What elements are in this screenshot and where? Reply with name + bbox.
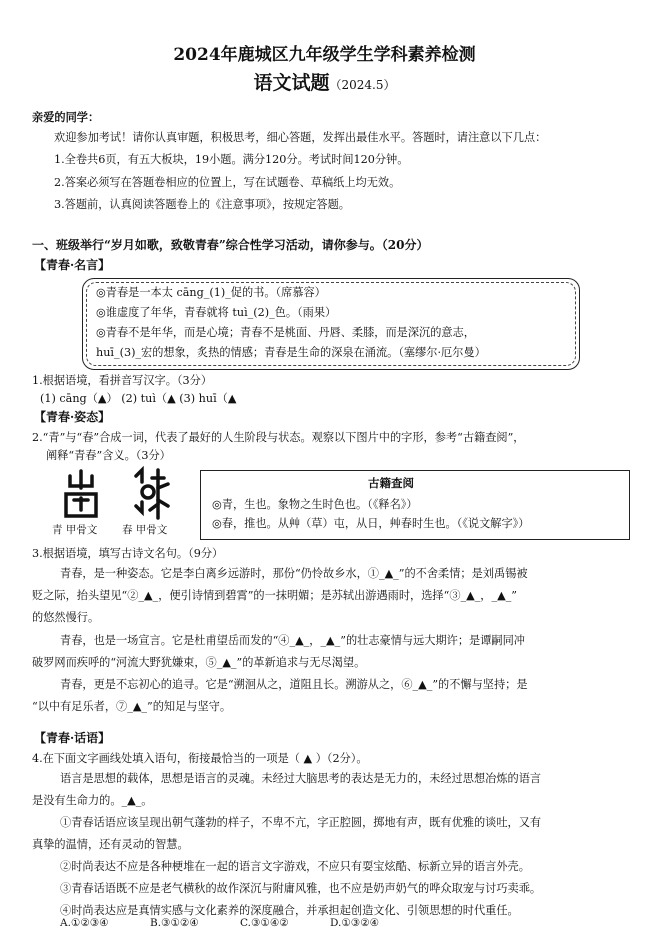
q3-line-5: 破罗网而疾呼的“河流大野犹嫌束，⑤_▲_”的革新追求与无尽渴望。 xyxy=(32,656,366,669)
q4-choice-d: D.①③②④ xyxy=(330,917,380,929)
quote-1: ◎青春是一本太 cāng_(1)_促的书。（席慕容） xyxy=(96,286,326,299)
q4-line-2: 是没有生命力的。_▲_。 xyxy=(32,794,153,807)
exam-subtitle xyxy=(0,68,649,95)
note-2: 2.答案必须写在答题卷相应的位置上，写在试题卷、草稿纸上均无效。 xyxy=(54,176,401,189)
section-quotes-heading: 【青春·名言】 xyxy=(34,258,111,272)
question-1: 1.根据语境，看拼音写汉字。（3分） xyxy=(32,374,213,387)
q4-choice-b: B.③①②④ xyxy=(150,917,199,929)
quote-4: huī_(3)_宏的想象，炙热的情感；青春是生命的深泉在涌流。（塞缪尔·厄尔曼） xyxy=(96,346,486,359)
q4-option-text-1a: ①青春话语应该呈现出朝气蓬勃的样子，不卑不亢，字正腔圆，掷地有声，既有优雅的谈吐，又有 xyxy=(60,816,542,829)
q4-option-text-3: ③青春话语既不应是老气横秋的故作深沉与附庸风雅，也不应是奶声奶气的哗众取宠与讨巧卖乖。 xyxy=(60,882,542,895)
section-posture-heading: 【青春·姿态】 xyxy=(34,410,111,424)
quote-3: ◎青春不是年华，而是心境；青春不是桃面、丹唇、柔膝，而是深沉的意志， xyxy=(96,326,475,339)
q4-choice-a: A.①②③④ xyxy=(60,917,109,929)
welcome-text: 欢迎参加考试！请你认真审题，积极思考，细心答题，发挥出最佳水平。答题时，请注意以下几点： xyxy=(54,131,547,144)
question-3: 3.根据语境，填写古诗文名句。（9分） xyxy=(32,547,224,560)
question-4: 4.在下面文字画线处填入语句，衔接最恰当的一项是（ ▲ ）（2分）。 xyxy=(32,752,368,765)
ancient-reference-2: ◎春，推也。从艸（草）屯，从日，艸春时生也。（《说文解字》） xyxy=(212,517,530,530)
q4-option-text-1b: 真挚的温情，还有灵动的智慧。 xyxy=(32,838,189,851)
ancient-reference-title: 古籍查阅 xyxy=(368,476,414,490)
q3-line-4: 青春，也是一场宣言。它是杜甫望岳而发的“④_▲_，_▲_”的壮志豪情与远大期许；是谭嗣同冲 xyxy=(60,634,525,647)
q4-choice-c: C.③①④② xyxy=(240,917,289,929)
q3-line-2: 贬之际，抬头望见“②_▲_，便引诗情到碧霄”的一抹明媚；是苏轼出游遇雨时，选择“③_▲_，_▲_” xyxy=(32,589,518,602)
qing-caption: 青 甲骨文 xyxy=(52,524,98,536)
chun-oracle-glyph xyxy=(128,466,174,522)
q3-line-1: 青春，是一种姿态。它是李白离乡远游时，那份“仍怜故乡水，①_▲_”的不舍柔情；是刘禹锡被 xyxy=(60,567,528,580)
qing-oracle-glyph xyxy=(58,468,104,520)
question-2-line-1: 2.“青”与“春”合成一词，代表了最好的人生阶段与状态。观察以下图片中的字形，参考“古籍查阅”， xyxy=(32,431,525,444)
exam-title: 2024年鹿城区九年级学生学科素养检测 xyxy=(173,45,476,65)
section-speech-heading: 【青春·话语】 xyxy=(34,731,111,745)
question-2-line-2: 阐释“青春”含义。（3分） xyxy=(46,449,171,462)
section-1-heading: 一、班级举行“岁月如歌，致敬青春”综合性学习活动，请你参与。（20分） xyxy=(32,238,429,252)
q4-line-1: 语言是思想的载体，思想是语言的灵魂。未经过大脑思考的表达是无力的，未经过思想冶炼的语言 xyxy=(60,772,542,785)
q3-line-3: 的悠然慢行。 xyxy=(32,611,100,624)
exam-date: （2024.5） xyxy=(329,78,396,92)
greeting: 亲爱的同学： xyxy=(32,110,100,124)
quote-2: ◎谁虚度了年华，青春就将 tuì_(2)_色。（雨果） xyxy=(96,306,337,319)
q3-line-7: “以中有足乐者，⑦_▲_”的知足与坚守。 xyxy=(32,700,232,713)
question-1-answers: (1) cāng（▲） (2) tuì（▲ (3) huī（▲ xyxy=(40,392,237,405)
chun-caption: 春 甲骨文 xyxy=(122,524,168,536)
note-3: 3.答题前，认真阅读答题卷上的《注意事项》，按规定答题。 xyxy=(54,198,350,211)
q3-line-6: 青春，更是不忘初心的追寻。它是“溯洄从之，道阻且长。溯游从之，⑥_▲_”的不懈与坚持；是 xyxy=(60,678,528,691)
subject-title: 语文试题 xyxy=(253,72,330,94)
ancient-reference-1: ◎青，生也。象物之生时色也。（《释名》） xyxy=(212,498,418,511)
q4-option-text-2: ②时尚表达不应是各种梗堆在一起的语言文字游戏，不应只有耍宝炫酷、标新立异的语言外壳。 xyxy=(60,860,530,873)
q4-option-text-4: ④时尚表达应是真情实感与文化素养的深度融合，并承担起创造文化、引领思想的时代重任。 xyxy=(60,904,519,917)
note-1: 1.全卷共6页，有五大板块，19小题。满分120分。考试时间120分钟。 xyxy=(54,153,409,166)
